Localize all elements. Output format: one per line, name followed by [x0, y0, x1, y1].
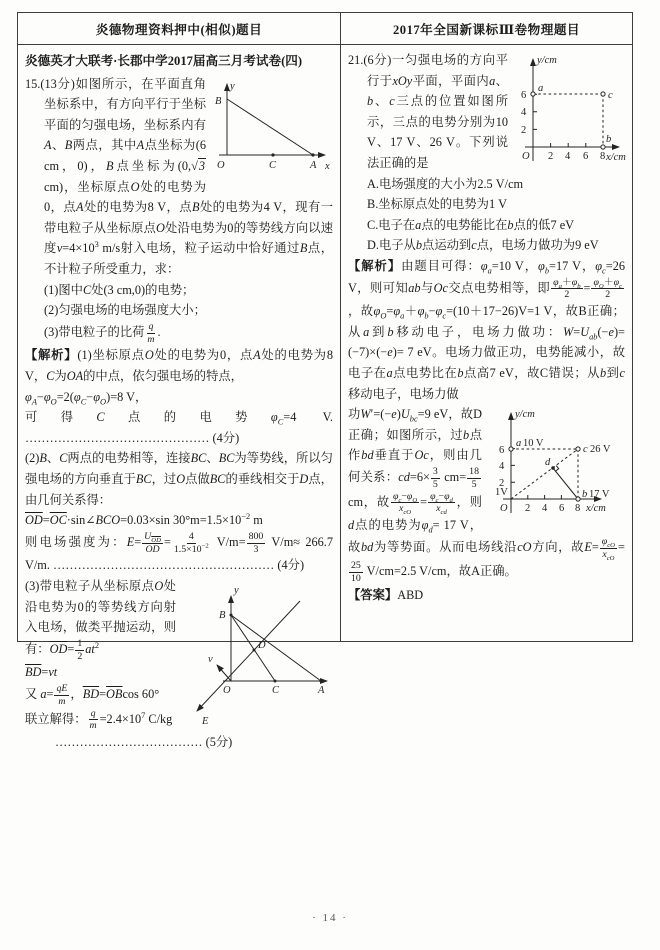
y-tick-4: 4 — [521, 107, 527, 118]
label-a-potential: 10 V — [523, 438, 544, 450]
solution-15-part3: y B D v O C A E (3)带电粒子从坐标原点O处沿电势为0的等势线方向射入电场，做类平抛运动，则有：$\overline{OD}=$ $\frac{1}{2}$ $at^2$ — [25, 576, 333, 662]
velocity-arrow — [217, 665, 231, 681]
point-B — [230, 613, 233, 616]
label-c-potential: 26 V — [590, 444, 611, 456]
point-b — [576, 497, 580, 501]
y-tick-2: 2 — [521, 125, 527, 136]
right-column — [341, 45, 632, 641]
label-v: v — [208, 653, 213, 665]
x-tick-8: 8 — [600, 151, 606, 162]
label-a: a — [516, 438, 522, 450]
problem-15-statement: y x B O C A 15.(13分)如图所示，在平面直角坐标系中，有方向平行于坐标平面的匀强电场，坐标系内有A、B两点，其中A点坐标为(6 cm，0)，B点坐标为(0,√3 cm)，坐标原点O处的电势为0，点A处的电势为8 V，点B处的电势为4 V，现有一带电粒子从坐标原点O处沿电势为0的等势线方向以速度$v=4\times 10^3$ m/s射入电场，粒子运动中恰好通过B点，不计粒子所受重力，求： — [25, 76, 333, 276]
label-x-axis: x — [325, 160, 330, 172]
label-origin-potential: 1V — [495, 487, 508, 499]
solution-15-result1: 可得C点的电势$\varphi_C=4$ V. ……………………………………… (4分) — [25, 410, 333, 445]
y-tick-6: 6 — [499, 445, 505, 457]
point-a — [509, 447, 513, 451]
label-c: c — [583, 444, 588, 456]
header-right-title: 2017年全国新课标Ⅲ卷物理题目 — [392, 23, 581, 37]
label-b: b — [582, 489, 588, 501]
y-tick-2: 2 — [499, 478, 505, 490]
table-body-row — [18, 45, 632, 750]
comparison-table — [17, 12, 633, 750]
header-left-cell — [18, 13, 341, 44]
segment-BA — [227, 99, 313, 155]
label-y-axis: y/cm — [537, 55, 557, 66]
label-D: D — [258, 639, 266, 651]
solution-15-result2: 联立解得： $\frac{q}{m}$ $=2.4\times 10^7$ C/kg — [25, 707, 173, 732]
label-B: B — [219, 609, 226, 621]
label-origin: O — [522, 151, 530, 162]
solution-15-eq4: $\overline{BD}=vt$ — [25, 665, 58, 680]
solution-15-eq2: $\overline{OD}=\overline{OC}\cdot\sin\angle BCO=0.03\times\sin$ $30^\circ m=1.5\times 10^{-2}$ m — [25, 512, 263, 528]
y-tick-6: 6 — [521, 90, 527, 101]
label-C: C — [272, 684, 280, 696]
point-C — [271, 153, 274, 156]
header-left-title: 炎德物理资料押中(相似)题目 — [95, 23, 263, 37]
point-C — [274, 679, 277, 682]
label-d: d — [545, 457, 551, 469]
point-c — [576, 447, 580, 451]
answer-21: 【答案】ABD — [348, 588, 424, 602]
page-number: · 14 · — [312, 912, 348, 924]
x-tick-2: 2 — [548, 151, 554, 162]
left-column — [18, 45, 341, 750]
axes — [219, 84, 325, 155]
y-tick-4: 4 — [499, 461, 505, 473]
solution-15-eq5: 又 a= $\frac{qE}{m}$ ，$\overline{BD}=\overline{OB}\cos$ 60° — [25, 682, 160, 707]
label-E: E — [202, 715, 209, 727]
point-a — [531, 92, 535, 96]
label-O: O — [223, 684, 231, 696]
segment-BA — [231, 615, 321, 681]
label-A: A — [310, 159, 317, 171]
diagram-problem21-points — [513, 53, 625, 171]
question-1: (1)图中C处(3 cm,0)的电势； — [44, 282, 195, 297]
point-A — [320, 679, 323, 682]
x-tick-2: 2 — [525, 503, 531, 515]
x-tick-8: 8 — [575, 503, 581, 515]
problem-21-statement: y/cm x/cm O 2 4 6 8 6 4 2 a c b 21.(6分)一匀强电场的方向平行于xOy平面，平面内a、b、c三点的位置如图所示，三点的电势分别为10 V、17 V、26 V。下列说法正确的是 — [348, 53, 626, 170]
segment-b-d — [553, 468, 578, 499]
header-right-cell — [341, 13, 632, 44]
point-D — [253, 648, 256, 651]
solution-21-part2: y/cm x/cm O 2 4 6 8 6 4 2 1V a 10 V c 26 V b 17 V d 功$W'=(-e)U_{bc}=9$ eV，故D正确；如图所示，过b点作bd垂直于Oc，则由几何关系：cd=6× $\frac{3}{5}$ cm= $\frac{18}{5}$ cm，故 $\frac{\varphi_c-\varphi_O}{x_{cO}}$ = $\frac{\varphi_c-\varphi_d}{x_{cd}}$ ，则d点的电势为$\varphi_d= 17$ V，故bd为等势面。从而电场线沿cO方向，故E= $\frac{\varphi_{cO}}{x_{cO}}$ = $\frac{25}{10}$ V/cm=2.5 V/cm，故A正确。 — [348, 407, 625, 585]
x-tick-6: 6 — [583, 151, 589, 162]
label-O: O — [217, 159, 225, 171]
point-A — [311, 153, 314, 156]
solution-15-part2: (2)B、C两点的电势相等，连接BC、BC为等势线，所以匀强电场的方向垂直于BC，过O点做BC的垂线相交于D点，由几何关系得： — [25, 451, 333, 507]
solution-15-eq1: $\varphi_A-\varphi_O=2(\varphi_C-\varphi_O)=8$ V， — [25, 389, 148, 406]
table-header-row — [18, 13, 632, 45]
question-3: (3)带电粒子的比荷 $\frac{q}{m}$ . — [44, 320, 161, 345]
option-A: A.电场强度的大小为2.5 V/cm — [367, 176, 524, 191]
label-y-axis: y/cm — [515, 409, 535, 421]
label-a: a — [538, 83, 544, 94]
axes — [223, 596, 327, 681]
point-c — [601, 92, 605, 96]
solution-21-part1: 【解析】由题目可得：$\varphi_a=10$ V，$\varphi_b=17$ V，$\varphi_c=26$ V，则可知ab与Oc交点电势相等，即 $\frac{\varphi_a+\varphi_b}{2}$ = $\frac{\varphi_O+\varphi_c}{2}$ ，故$\varphi_O=\varphi_a+\varphi_b-\varphi_c=(10+17-26)V=1$ V，故B正确；从a到b移动电子，电场力做功：$W=U_{ab}(-e)=(-7)\times(-e)= 7$ eV。电场力做正功，电势能减小，故电子在a点电势比在b点高7 eV，故C错误；从b到c移动电子，电场力做 — [348, 258, 625, 401]
solution-15-part1: 【解析】(1)坐标原点O处的电势为0，点A处的电势为8 V，C为OA的中点，依匀强电场的特点， — [25, 348, 333, 383]
label-y-axis: y — [230, 80, 235, 92]
solution-15-eq3: 则电场强度为：E= $\frac{U_{\overline{OD}}}{OD}$ = $\frac{4}{1.5\times 10^{-2}}$ V/m= $\frac{800}{3}$ V/m≈ 266.7 V/m. ……………………………………………… (4分) — [25, 530, 333, 573]
diagram-solution21-equipotential — [487, 407, 625, 529]
right-angle-marker — [556, 466, 559, 472]
label-c: c — [608, 90, 613, 101]
label-x-axis: x/cm — [586, 503, 606, 515]
point-d — [551, 466, 555, 470]
option-D: D.电子从b点运动到c点，电场力做功为9 eV — [367, 238, 599, 253]
option-B: B.坐标原点处的电势为1 V — [367, 197, 508, 212]
label-y-axis: y — [234, 584, 239, 596]
option-C: C.电子在a点的电势能比在b点的低7 eV — [367, 217, 575, 232]
label-C: C — [269, 159, 277, 171]
label-x-axis: x/cm — [606, 152, 626, 163]
question-2: (2)匀强电场的电场强度大小； — [44, 303, 206, 318]
solution-15-score: ……………………………… (5分) — [55, 735, 233, 750]
x-tick-6: 6 — [559, 503, 565, 515]
label-b-potential: 17 V — [589, 489, 610, 501]
label-A: A — [318, 684, 325, 696]
x-tick-4: 4 — [565, 151, 571, 162]
x-tick-4: 4 — [542, 503, 548, 515]
label-B: B — [215, 95, 222, 107]
exam-title: 炎德英才大联考·长郡中学2017届高三月考试卷(四) — [25, 54, 303, 68]
segment-BC — [231, 615, 275, 681]
diagram-solution15-field — [181, 579, 333, 729]
label-b: b — [606, 134, 612, 145]
point-b — [601, 145, 605, 149]
diagram-problem15-axes — [211, 77, 333, 175]
label-origin: O — [500, 503, 508, 515]
